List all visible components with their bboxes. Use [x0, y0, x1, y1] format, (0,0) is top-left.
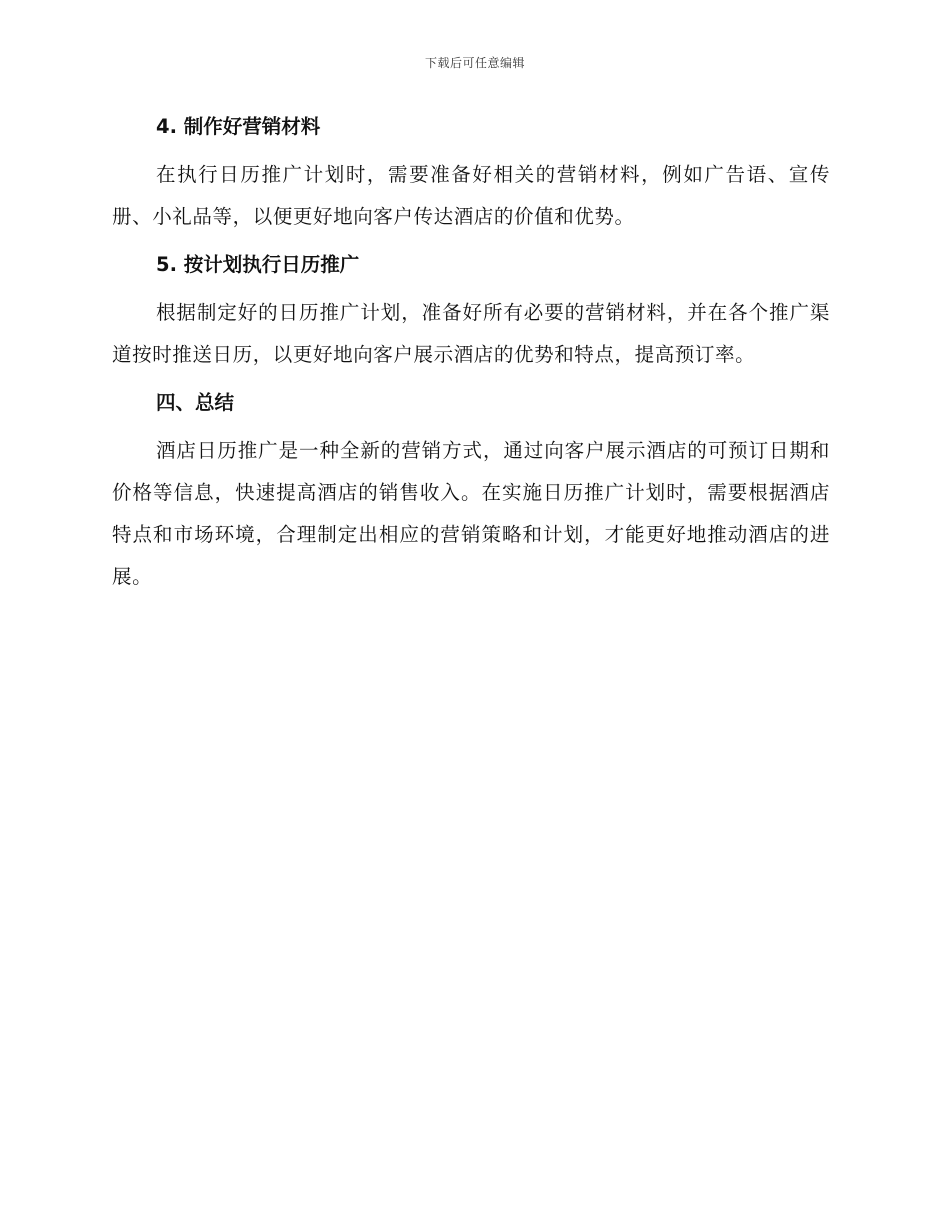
- page-header: 下载后可任意编辑: [424, 56, 525, 70]
- section-heading-execute-plan: 5. 按计划执行日历推广: [156, 253, 360, 276]
- document-body: [112, 110, 830, 608]
- section-paragraph-execute-plan: 根据制定好的日历推广计划，准备好所有必要的营销材料，并在各个推广渠道按时推送日历，以更好地向客户展示酒店的优势和特点，提高预订率。: [112, 301, 830, 366]
- section-paragraph-marketing-materials: 在执行日历推广计划时，需要准备好相关的营销材料，例如广告语、宣传册、小礼品等，以便更好地向客户传达酒店的价值和优势。: [112, 163, 830, 228]
- section-heading-summary: 四、总结: [156, 391, 235, 414]
- section-heading-marketing-materials: 4. 制作好营销材料: [156, 115, 321, 138]
- section-paragraph-summary: 酒店日历推广是一种全新的营销方式，通过向客户展示酒店的可预订日期和价格等信息，快速提高酒店的销售收入。在实施日历推广计划时，需要根据酒店特点和市场环境，合理制定出相应的营销策略和计划，才能更好地推动酒店的进展。: [112, 439, 830, 588]
